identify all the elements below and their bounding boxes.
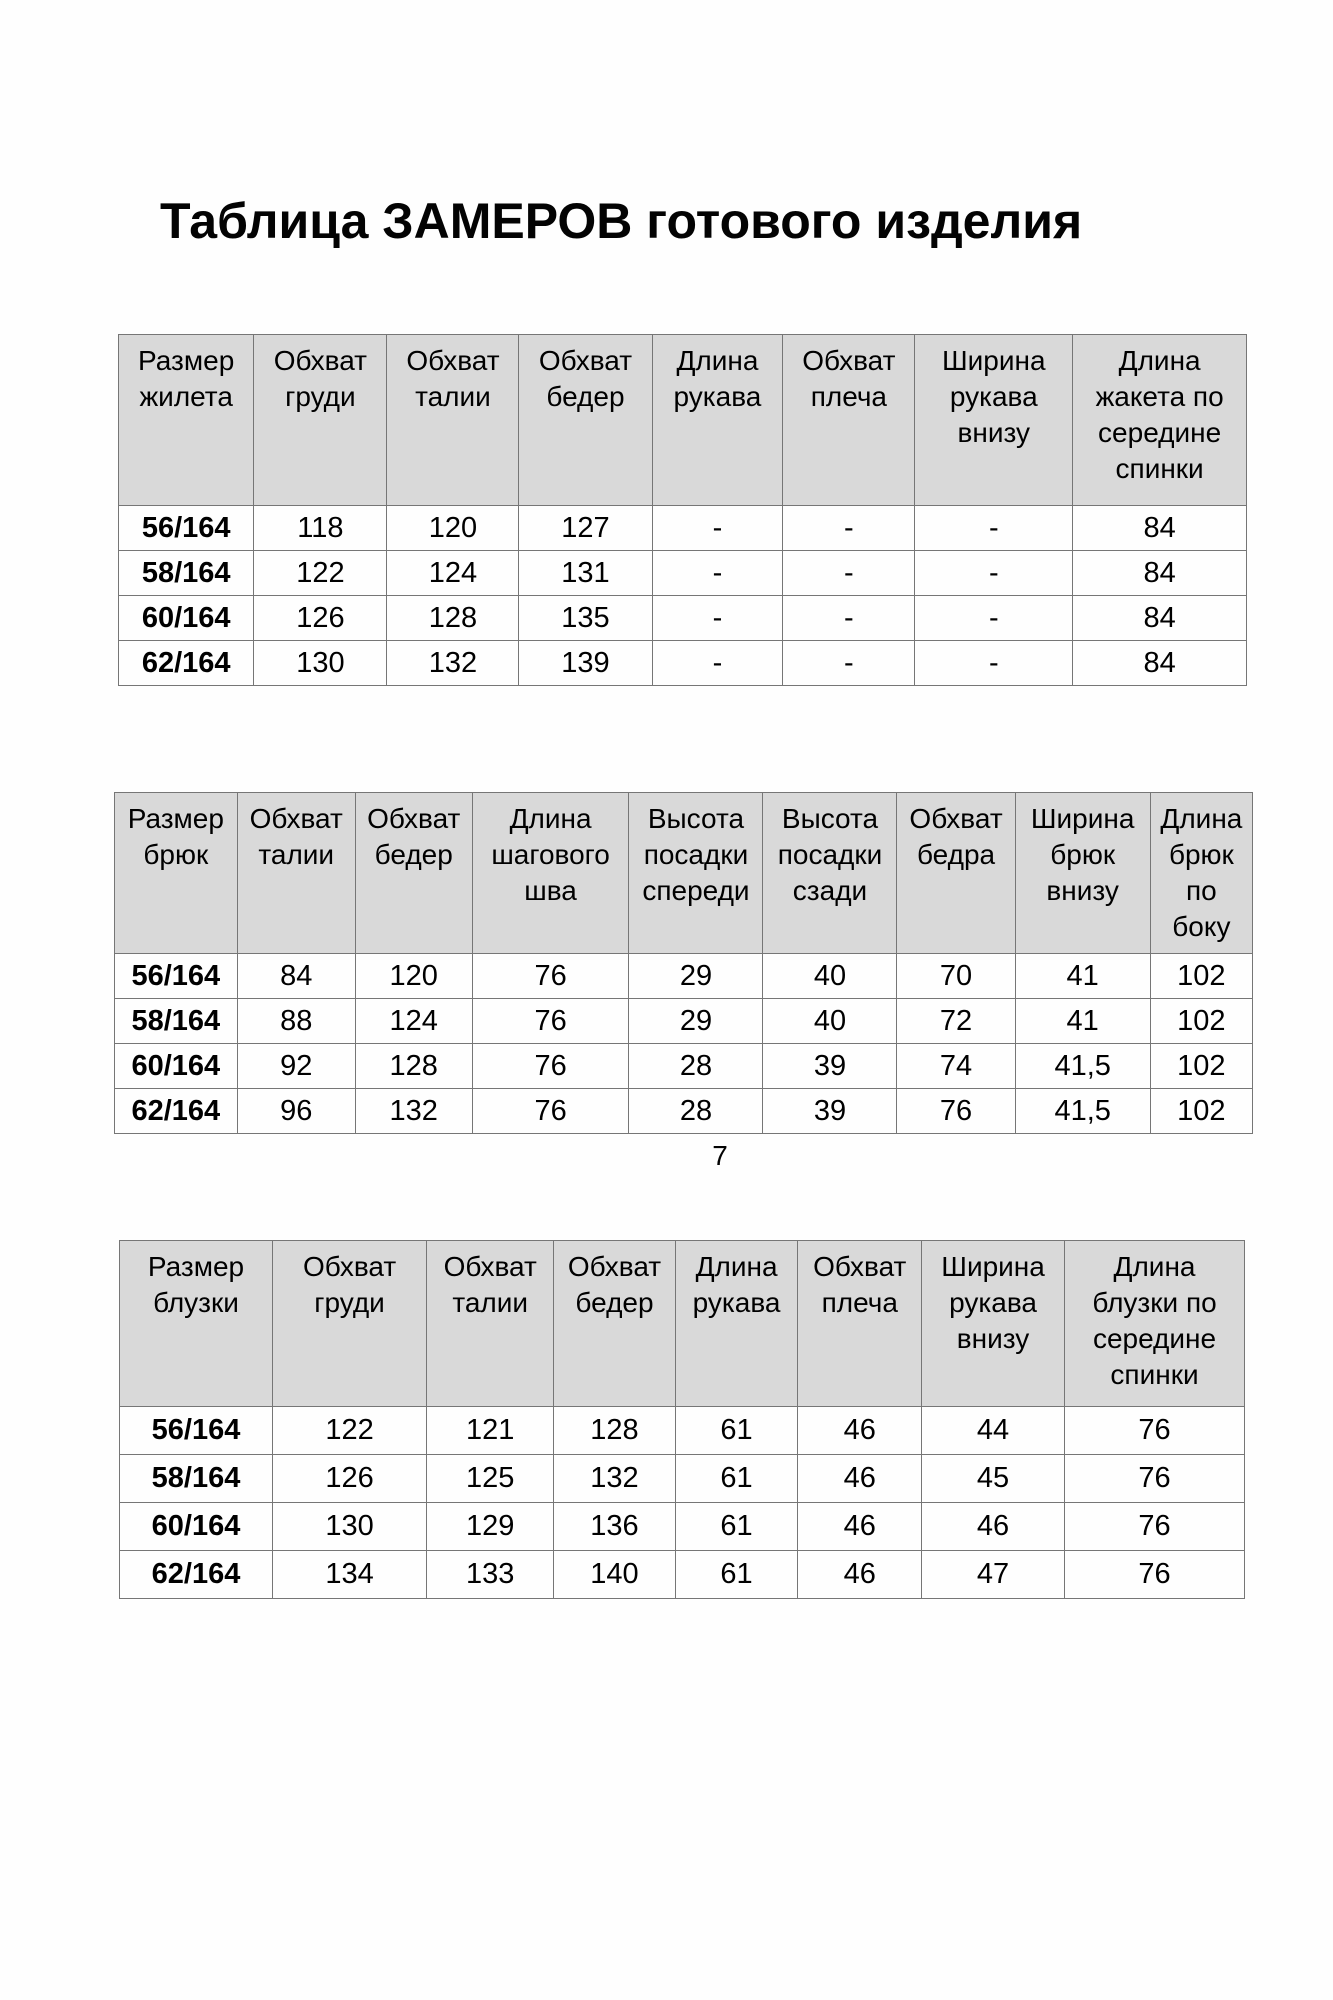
value-cell: 72	[897, 999, 1015, 1044]
value-cell: 88	[237, 999, 355, 1044]
value-cell: -	[652, 641, 783, 686]
value-cell: 47	[922, 1551, 1065, 1599]
value-cell: 136	[554, 1503, 676, 1551]
value-cell: 39	[763, 1044, 897, 1089]
value-cell: 132	[554, 1455, 676, 1503]
value-cell: -	[915, 551, 1073, 596]
value-cell: 46	[798, 1551, 922, 1599]
column-header: Обхват плеча	[783, 335, 915, 506]
value-cell: 129	[427, 1503, 554, 1551]
vest-measurements-table	[118, 334, 1247, 686]
column-header: Ширина рукава внизу	[915, 335, 1073, 506]
value-cell: 46	[922, 1503, 1065, 1551]
value-cell: 122	[254, 551, 387, 596]
value-cell: -	[783, 596, 915, 641]
table-row	[120, 1503, 1245, 1551]
column-header: Обхват талии	[427, 1241, 554, 1407]
value-cell: 128	[554, 1407, 676, 1455]
header-row	[115, 793, 1253, 954]
table-row	[115, 1089, 1253, 1134]
value-cell: 96	[237, 1089, 355, 1134]
value-cell: 76	[1065, 1455, 1245, 1503]
value-cell: 46	[798, 1407, 922, 1455]
value-cell: -	[652, 506, 783, 551]
value-cell: 132	[387, 641, 519, 686]
column-header: Обхват плеча	[798, 1241, 922, 1407]
column-header: Высота посадки спереди	[629, 793, 763, 954]
value-cell: -	[652, 596, 783, 641]
size-cell: 60/164	[120, 1503, 273, 1551]
value-cell: 46	[798, 1455, 922, 1503]
value-cell: -	[783, 641, 915, 686]
value-cell: 61	[675, 1455, 798, 1503]
value-cell: 124	[355, 999, 472, 1044]
header-row	[119, 335, 1247, 506]
value-cell: 130	[273, 1503, 427, 1551]
table-row	[120, 1455, 1245, 1503]
page-title: Таблица ЗАМЕРОВ готового изделия	[160, 192, 1083, 249]
value-cell: 61	[675, 1503, 798, 1551]
size-cell: 62/164	[120, 1551, 273, 1599]
column-header: Длина жакета по середине спинки	[1073, 335, 1247, 506]
column-header: Размер жилета	[119, 335, 254, 506]
value-cell: 132	[355, 1089, 472, 1134]
value-cell: 84	[1073, 596, 1247, 641]
value-cell: 102	[1150, 999, 1252, 1044]
value-cell: -	[783, 551, 915, 596]
column-header: Обхват талии	[237, 793, 355, 954]
size-cell: 58/164	[119, 551, 254, 596]
value-cell: 102	[1150, 954, 1252, 999]
value-cell: 128	[387, 596, 519, 641]
value-cell: 76	[1065, 1551, 1245, 1599]
value-cell: 28	[629, 1044, 763, 1089]
size-cell: 56/164	[119, 506, 254, 551]
size-cell: 62/164	[115, 1089, 238, 1134]
size-cell: 58/164	[120, 1455, 273, 1503]
column-header: Длина брюк по боку	[1150, 793, 1252, 954]
value-cell: 124	[387, 551, 519, 596]
table-row	[119, 641, 1247, 686]
column-header: Длина блузки по середине спинки	[1065, 1241, 1245, 1407]
table-row	[115, 954, 1253, 999]
value-cell: 84	[1073, 551, 1247, 596]
size-cell: 62/164	[119, 641, 254, 686]
value-cell: 40	[763, 954, 897, 999]
table-row	[120, 1551, 1245, 1599]
value-cell: 76	[1065, 1503, 1245, 1551]
value-cell: 41	[1015, 954, 1150, 999]
blouse-measurements-table	[119, 1240, 1245, 1599]
value-cell: 92	[237, 1044, 355, 1089]
value-cell: 76	[1065, 1407, 1245, 1455]
column-header: Обхват бедер	[554, 1241, 676, 1407]
table-row	[115, 999, 1253, 1044]
value-cell: 28	[629, 1089, 763, 1134]
value-cell: 133	[427, 1551, 554, 1599]
value-cell: 102	[1150, 1089, 1252, 1134]
value-cell: 84	[1073, 506, 1247, 551]
size-cell: 60/164	[119, 596, 254, 641]
table-row	[119, 506, 1247, 551]
value-cell: -	[915, 641, 1073, 686]
size-cell: 56/164	[115, 954, 238, 999]
column-header: Обхват бедра	[897, 793, 1015, 954]
column-header: Длина рукава	[652, 335, 783, 506]
table-row	[119, 551, 1247, 596]
value-cell: 76	[472, 1089, 629, 1134]
value-cell: 61	[675, 1551, 798, 1599]
value-cell: 126	[273, 1455, 427, 1503]
value-cell: 41	[1015, 999, 1150, 1044]
value-cell: 44	[922, 1407, 1065, 1455]
value-cell: 76	[472, 999, 629, 1044]
value-cell: 102	[1150, 1044, 1252, 1089]
header-row	[120, 1241, 1245, 1407]
value-cell: 122	[273, 1407, 427, 1455]
column-header: Длина шагового шва	[472, 793, 629, 954]
value-cell: 45	[922, 1455, 1065, 1503]
value-cell: 84	[237, 954, 355, 999]
column-header: Обхват талии	[387, 335, 519, 506]
column-header: Длина рукава	[675, 1241, 798, 1407]
value-cell: 41,5	[1015, 1044, 1150, 1089]
page-number: 7	[712, 1140, 728, 1171]
size-cell: 60/164	[115, 1044, 238, 1089]
value-cell: 46	[798, 1503, 922, 1551]
table-row	[115, 1044, 1253, 1089]
value-cell: 121	[427, 1407, 554, 1455]
size-cell: 56/164	[120, 1407, 273, 1455]
value-cell: 70	[897, 954, 1015, 999]
value-cell: 29	[629, 999, 763, 1044]
column-header: Ширина брюк внизу	[1015, 793, 1150, 954]
value-cell: 139	[519, 641, 652, 686]
value-cell: 120	[387, 506, 519, 551]
value-cell: 29	[629, 954, 763, 999]
column-header: Высота посадки сзади	[763, 793, 897, 954]
value-cell: 130	[254, 641, 387, 686]
value-cell: 120	[355, 954, 472, 999]
value-cell: 40	[763, 999, 897, 1044]
column-header: Размер брюк	[115, 793, 238, 954]
value-cell: -	[915, 506, 1073, 551]
value-cell: 135	[519, 596, 652, 641]
value-cell: 39	[763, 1089, 897, 1134]
value-cell: 125	[427, 1455, 554, 1503]
value-cell: 131	[519, 551, 652, 596]
column-header: Обхват бедер	[355, 793, 472, 954]
column-header: Ширина рукава внизу	[922, 1241, 1065, 1407]
value-cell: 134	[273, 1551, 427, 1599]
value-cell: 76	[897, 1089, 1015, 1134]
column-header: Размер блузки	[120, 1241, 273, 1407]
column-header: Обхват бедер	[519, 335, 652, 506]
value-cell: 76	[472, 1044, 629, 1089]
value-cell: 140	[554, 1551, 676, 1599]
value-cell: 128	[355, 1044, 472, 1089]
value-cell: 118	[254, 506, 387, 551]
value-cell: 126	[254, 596, 387, 641]
value-cell: 61	[675, 1407, 798, 1455]
value-cell: 84	[1073, 641, 1247, 686]
trousers-measurements-table	[114, 792, 1253, 1134]
value-cell: 76	[472, 954, 629, 999]
table-row	[120, 1407, 1245, 1455]
value-cell: 41,5	[1015, 1089, 1150, 1134]
value-cell: -	[783, 506, 915, 551]
value-cell: -	[915, 596, 1073, 641]
column-header: Обхват груди	[254, 335, 387, 506]
column-header: Обхват груди	[273, 1241, 427, 1407]
value-cell: -	[652, 551, 783, 596]
size-cell: 58/164	[115, 999, 238, 1044]
value-cell: 127	[519, 506, 652, 551]
value-cell: 74	[897, 1044, 1015, 1089]
table-row	[119, 596, 1247, 641]
